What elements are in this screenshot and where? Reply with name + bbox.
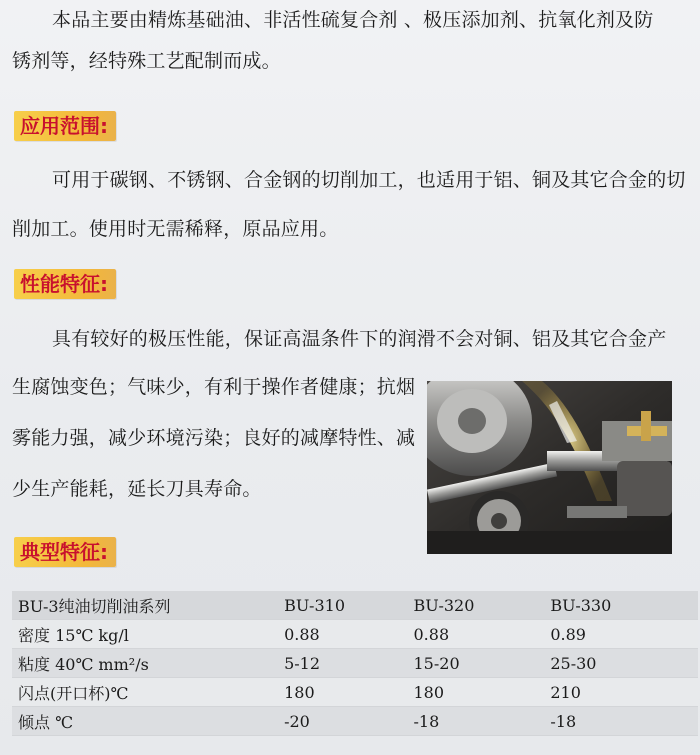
table-row bbox=[12, 620, 698, 649]
header-series: BU-3纯油切削油系列 bbox=[12, 591, 278, 620]
application-line-1: 可用于碳钢、不锈钢、合金钢的切削加工，也适用于铝、铜及其它合金的切 bbox=[52, 169, 686, 191]
machining-photo bbox=[427, 381, 672, 554]
lathe-cutting-image bbox=[427, 381, 672, 554]
cell-value: 25-30 bbox=[544, 649, 698, 678]
performance-line-2: 生腐蚀变色；气味少，有利于操作者健康；抗烟 bbox=[12, 376, 416, 398]
row-label: 粘度 40℃ mm²/s bbox=[12, 649, 278, 678]
table-row bbox=[12, 678, 698, 707]
performance-heading: 性能特征: bbox=[14, 269, 116, 299]
table-row bbox=[12, 707, 698, 736]
header-bu310: BU-310 bbox=[278, 591, 407, 620]
intro-line-2: 锈剂等，经特殊工艺配制而成。 bbox=[12, 50, 281, 72]
cell-value: 210 bbox=[544, 678, 698, 707]
intro-line-1: 本品主要由精炼基础油、非活性硫复合剂 、极压添加剂、抗氧化剂及防 bbox=[52, 9, 654, 31]
cell-value: 15-20 bbox=[408, 649, 545, 678]
performance-line-1: 具有较好的极压性能，保证高温条件下的润滑不会对铜、铝及其它合金产 bbox=[52, 328, 667, 350]
application-heading: 应用范围: bbox=[14, 111, 116, 141]
performance-line-3: 雾能力强，减少环境污染；良好的减摩特性、减 bbox=[12, 427, 416, 449]
cell-value: -18 bbox=[544, 707, 698, 736]
cell-value: 180 bbox=[408, 678, 545, 707]
row-label: 倾点 ℃ bbox=[12, 707, 278, 736]
header-bu330: BU-330 bbox=[544, 591, 698, 620]
cell-value: 0.88 bbox=[408, 620, 545, 649]
application-line-2: 削加工。使用时无需稀释，原品应用。 bbox=[12, 218, 339, 240]
cell-value: -20 bbox=[278, 707, 407, 736]
typical-heading: 典型特征: bbox=[14, 537, 116, 567]
performance-line-4: 少生产能耗，延长刀具寿命。 bbox=[12, 478, 262, 500]
row-label: 密度 15℃ kg/l bbox=[12, 620, 278, 649]
table-header-row bbox=[12, 591, 698, 620]
row-label: 闪点(开口杯)℃ bbox=[12, 678, 278, 707]
cell-value: 180 bbox=[278, 678, 407, 707]
cell-value: 5-12 bbox=[278, 649, 407, 678]
table-row bbox=[12, 649, 698, 678]
cell-value: -18 bbox=[408, 707, 545, 736]
cell-value: 0.88 bbox=[278, 620, 407, 649]
cell-value: 0.89 bbox=[544, 620, 698, 649]
header-bu320: BU-320 bbox=[408, 591, 545, 620]
spec-table bbox=[12, 591, 698, 736]
